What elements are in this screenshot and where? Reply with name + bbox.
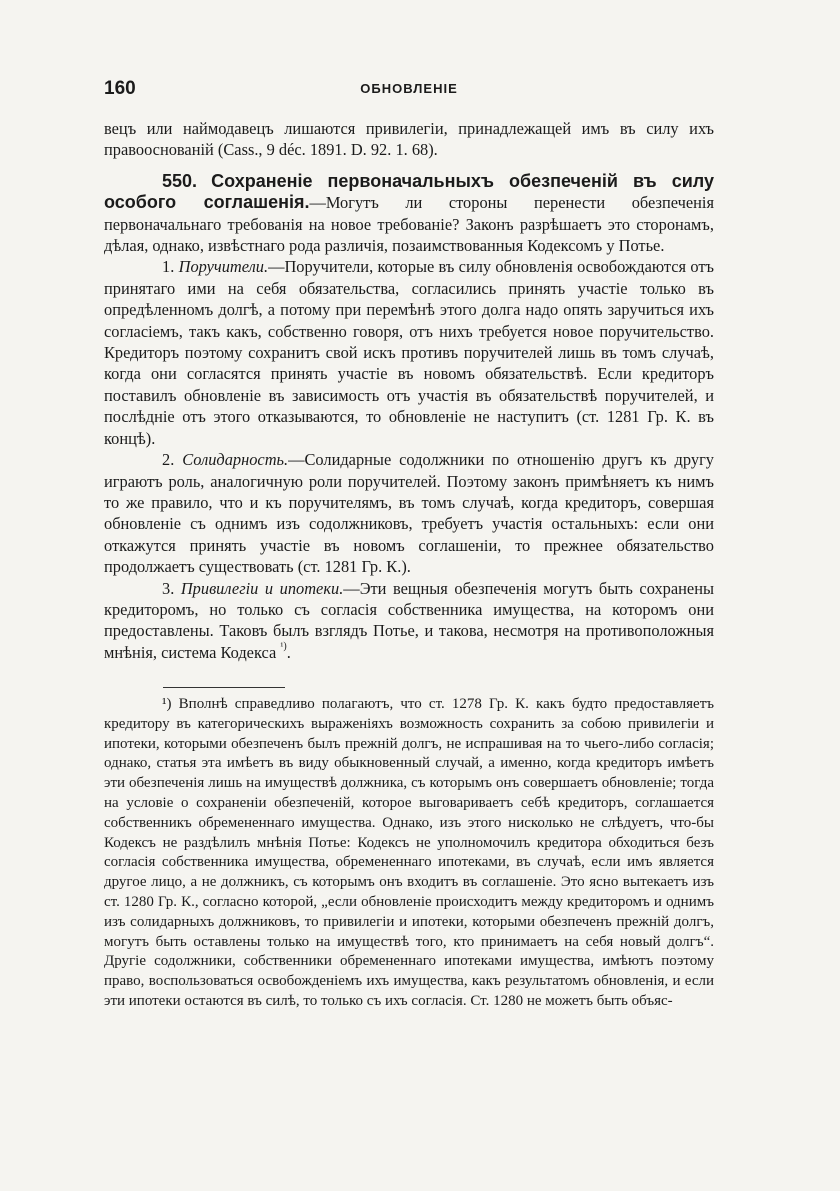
section-number: 550. bbox=[162, 170, 198, 191]
item-text: —Эти вещныя обезпеченія могутъ быть сохранены кредиторомъ, но только съ согласія собственника имущества, на которомъ они предоставлены. Таковъ былъ взглядъ Потье, и такова, несмотря на противоположныя мнѣнія, система Кодекса bbox=[104, 578, 714, 662]
footnote bbox=[104, 695, 714, 1012]
footnote-text: Вполнѣ справедливо полагаютъ, что ст. 1278 Гр. К. какъ будто предоставляетъ кредитору въ категорическихъ выраженіяхъ возможность сохранить за собою привилегіи и ипотеки, которыми обезпеченъ былъ прежній долгъ, не испрашивая на то чьего-либо согласія; однако, статья эта имѣетъ въ виду обыкновенный случай, а именно, когда кредиторъ имѣетъ эти обезпеченія лишь на имуществѣ должника, съ которымъ онъ совершаетъ обновленіе; тогда на условіе о сохраненіи обезпеченій, которое выговариваетъ себѣ кредиторъ, соглашается собственникъ обремененнаго имущества. Однако, изъ этого нисколько не слѣдуетъ, что-бы Кодексъ не раздѣлилъ мнѣнія Потье: Кодексъ не уполномочилъ кредитора обходиться безъ согласія собственника имущества, обремененнаго ипотеками, въ случаѣ, если имъ является другое лицо, а не должникъ, съ которымъ онъ входитъ въ соглашеніе. Это ясно вытекаетъ изъ ст. 1280 Гр. К., согласно которой, „если обновленіе происходитъ между кредиторомъ и однимъ изъ солидарныхъ должниковъ, то привилегіи и ипотеки, которыми обезпеченъ прежній долгъ, могутъ быть оставлены только на имуществѣ того, кто принимаетъ на себя новый долгъ“. Другіе содолжники, собственники обремененнаго ипотеками имущества, имѣютъ поэтому право, воспользоваться освобожденіемъ ихъ имущества, какъ результатомъ обновленія, и если эти ипотеки остаются въ силѣ, то только съ ихъ согласія. Ст. 1280 не можетъ быть объяс- bbox=[104, 696, 715, 1009]
footnote-reference[interactable]: ¹) bbox=[280, 640, 287, 652]
item-text: —Солидарные содолжники по отношенію другъ къ другу играютъ роль, аналогичную роли поручителей. Поэтому законъ примѣняетъ къ нимъ то же правило, что и къ поручителямъ, въ томъ случаѣ, когда кредиторъ, совершая обновленіе съ однимъ изъ содолжниковъ, требуетъ участія остальныхъ: если они откажутся принять участіе въ новомъ соглашеніи, то прежнее обязательство продолжаетъ существовать (ст. 1281 Гр. К.). bbox=[104, 450, 714, 577]
section-heading: Сохраненіе первоначальныхъ обезпеченій въ силу особого соглашенія. bbox=[104, 170, 714, 213]
carry-over-paragraph: вецъ или наймодавецъ лишаются привилегіи, принадлежащей имъ въ силу ихъ правооснованій (Cass., 9 déc. 1891. D. 92. 1. 68). bbox=[104, 119, 714, 160]
item-title: Привилегіи и ипотеки. bbox=[180, 578, 344, 598]
footnote-divider bbox=[163, 687, 285, 688]
page-number: 160 bbox=[104, 78, 136, 99]
page-header bbox=[104, 78, 714, 102]
item-number: 2. bbox=[162, 450, 175, 470]
item-privileges: 3. Привилегіи и ипотеки.—Эти вещныя обезпеченія могутъ быть сохранены кредиторомъ, но только съ согласія собственника имущества, на которомъ они предоставлены. Таковъ былъ взглядъ Потье, и такова, несмотря на противоположныя мнѣнія, система Кодекса $^{^1)}$. bbox=[104, 578, 714, 662]
footnote-marker: ¹) bbox=[162, 696, 172, 712]
item-title: Поручители. bbox=[178, 257, 269, 277]
item-number: 3. bbox=[162, 578, 175, 598]
section-550 bbox=[104, 171, 714, 257]
item-title: Солидарность. bbox=[182, 450, 289, 470]
item-solidarity bbox=[104, 449, 714, 577]
section-intro: —Могутъ ли стороны перенести обезпеченія первоначальнаго требованія на новое требованіе? Законъ разрѣшаетъ это сторонамъ, дѣлая, однако, извѣстнаго рода различія, позаимствованныя Кодексомъ у Потье. bbox=[104, 193, 714, 256]
main-text bbox=[104, 118, 714, 663]
item-number: 1. bbox=[162, 257, 175, 277]
footnote-paragraph bbox=[104, 695, 714, 1012]
running-title: ОБНОВЛЕНІЕ bbox=[360, 81, 458, 96]
item-sureties bbox=[104, 256, 714, 449]
item-text: —Поручители, которые въ силу обновленія освобождаются отъ принятаго ими на себя обязательства, согласились принять участіе только въ опредѣленномъ долгѣ, а потому при перемѣнѣ этого долга надо опять заручиться ихъ согласіемъ, такъ какъ, собственно говоря, отъ нихъ требуется новое поручительство. Кредиторъ поэтому сохранитъ свой искъ противъ поручителей лишь въ томъ случаѣ, когда они согласятся принять участіе въ новомъ обязательствѣ. Если кредиторъ поставилъ обновленіе въ зависимость отъ участія въ обязательствѣ поручителей, и послѣдніе отъ этого отказываются, то обновленіе не наступитъ (ст. 1281 Гр. К. въ концѣ). bbox=[104, 257, 714, 448]
